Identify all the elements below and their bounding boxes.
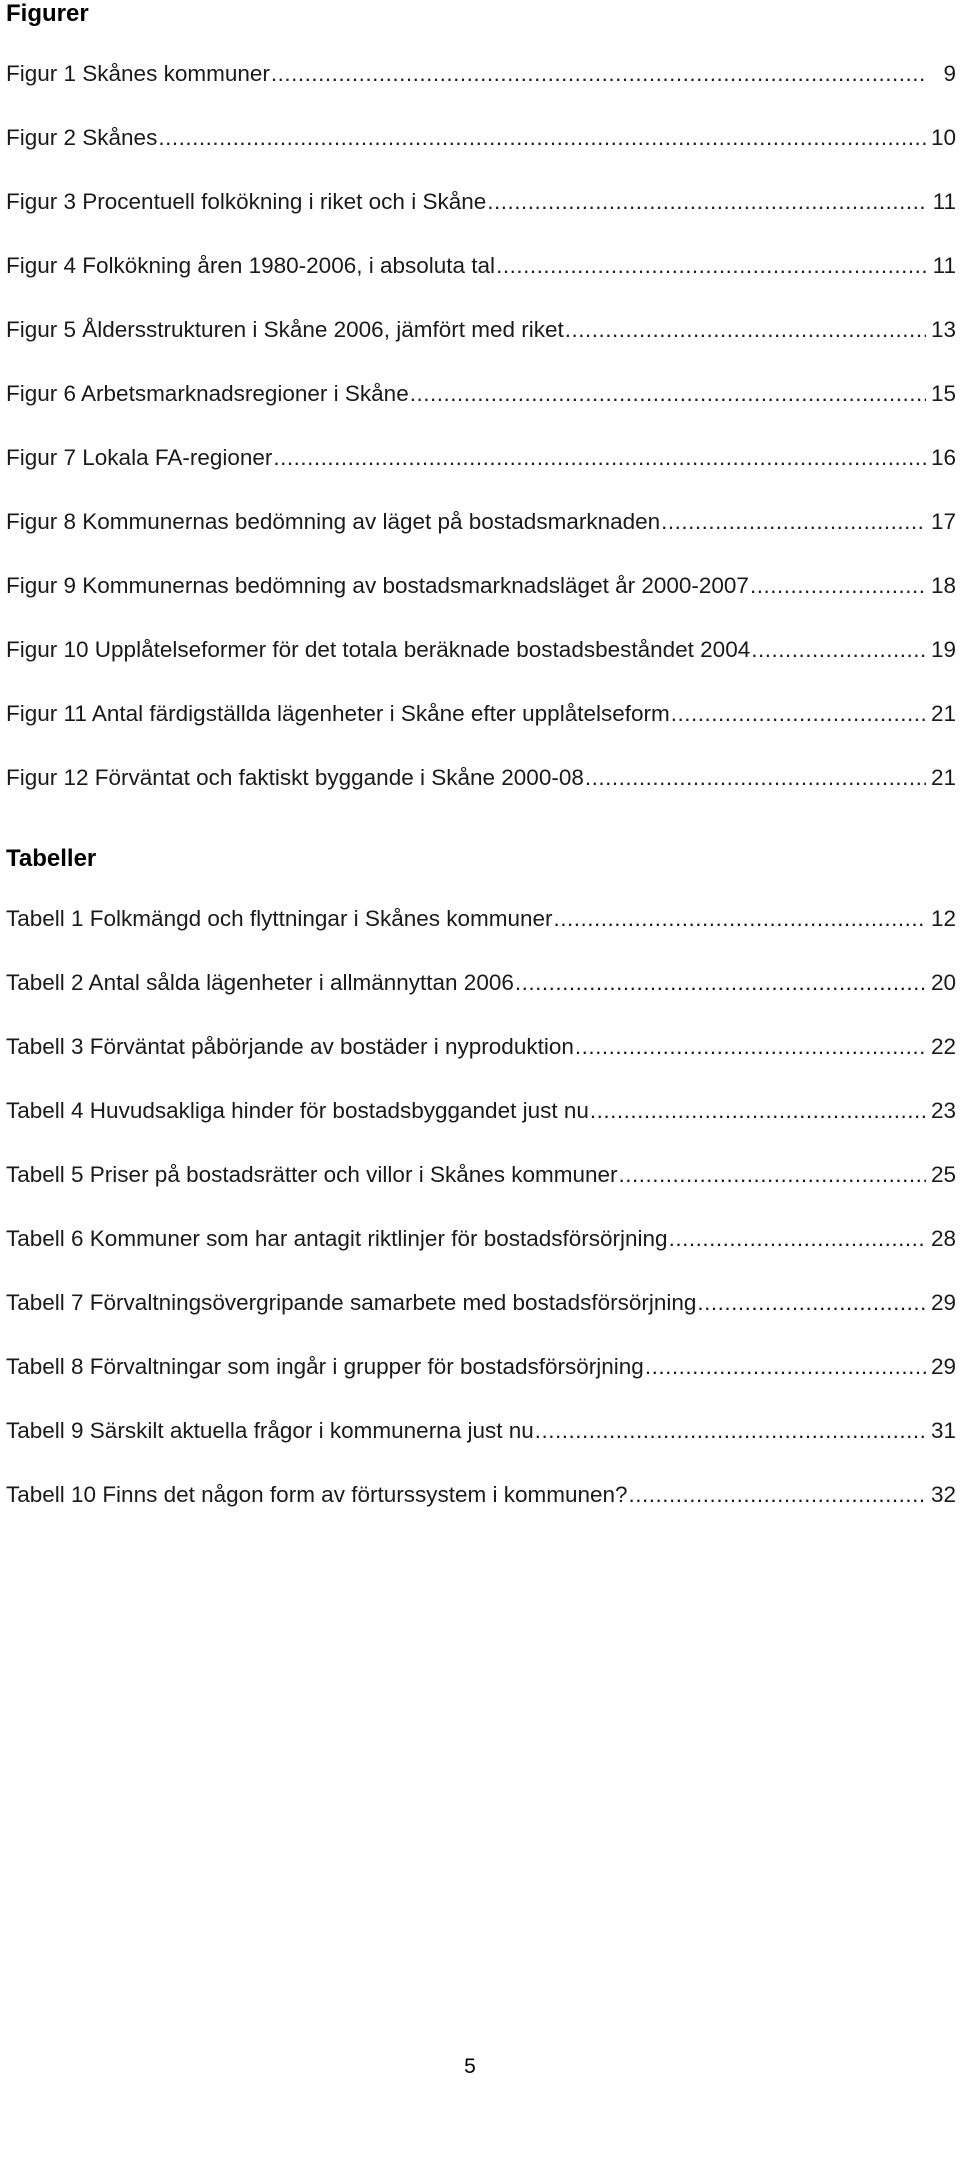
toc-entry-label: Tabell 8 Förvaltningar som ingår i grupper för bostadsförsörjning [6, 1354, 644, 1379]
toc-entry-label: Tabell 2 Antal sålda lägenheter i allmännyttan 2006 [6, 970, 514, 995]
toc-entry-figure-6[interactable] [6, 380, 956, 444]
toc-entry-label: Figur 2 Skånes [6, 125, 158, 150]
dot-leader [515, 969, 926, 997]
toc-entry-label: Figur 10 Upplåtelseformer för det totala beräknade bostadsbeståndet 2004 [6, 637, 751, 662]
figures-list [6, 60, 956, 828]
toc-entry-table-7[interactable] [6, 1289, 956, 1353]
toc-entry-label: Figur 4 Folkökning åren 1980-2006, i absoluta tal [6, 253, 496, 278]
toc-entry-page: 9 [943, 61, 956, 86]
toc-entry-figure-2[interactable] [6, 124, 956, 188]
dot-leader [629, 1481, 926, 1509]
toc-entry-page: 23 [930, 1098, 956, 1123]
dot-leader [271, 60, 926, 88]
toc-entry-page: 22 [930, 1034, 956, 1059]
toc-entry-page: 12 [930, 906, 956, 931]
toc-entry-table-2[interactable] [6, 969, 956, 1033]
toc-entry-table-9[interactable] [6, 1417, 956, 1481]
dot-leader [585, 764, 926, 792]
toc-entry-table-8[interactable] [6, 1353, 956, 1417]
toc-entry-label: Figur 3 Procentuell folkökning i riket och i Skåne [6, 189, 487, 214]
toc-entry-page: 21 [930, 765, 956, 790]
toc-entry-page: 17 [930, 509, 956, 534]
dot-leader [669, 1225, 926, 1253]
toc-entry-page: 29 [930, 1290, 956, 1315]
toc-entry-table-3[interactable] [6, 1033, 956, 1097]
toc-entry-figure-7[interactable] [6, 444, 956, 508]
toc-entry-figure-12[interactable] [6, 764, 956, 828]
dot-leader [554, 905, 926, 933]
toc-entry-label: Figur 12 Förväntat och faktiskt byggande i Skåne 2000-08 [6, 765, 584, 790]
dot-leader [590, 1097, 926, 1125]
toc-entry-label: Figur 6 Arbetsmarknadsregioner i Skåne [6, 381, 409, 406]
dot-leader [496, 252, 926, 280]
toc-entry-page: 31 [930, 1418, 956, 1443]
toc-entry-label: Figur 1 Skånes kommuner [6, 61, 270, 86]
toc-entry-page: 15 [930, 381, 956, 406]
toc-entry-label: Tabell 4 Huvudsakliga hinder för bostadsbyggandet just nu [6, 1098, 589, 1123]
toc-entry-figure-8[interactable] [6, 508, 956, 572]
toc-entry-table-4[interactable] [6, 1097, 956, 1161]
dot-leader [565, 316, 926, 344]
toc-entry-page: 19 [930, 637, 956, 662]
page-number: 5 [464, 2055, 476, 2078]
dot-leader [575, 1033, 926, 1061]
dot-leader [750, 572, 926, 600]
document-page [6, 0, 960, 2167]
toc-entry-label: Tabell 7 Förvaltningsövergripande samarbete med bostadsförsörjning [6, 1290, 697, 1315]
toc-entry-figure-10[interactable] [6, 636, 956, 700]
dot-leader [645, 1353, 926, 1381]
toc-entry-page: 10 [930, 125, 956, 150]
toc-entry-label: Tabell 6 Kommuner som har antagit riktlinjer för bostadsförsörjning [6, 1226, 668, 1251]
figures-heading: Figurer [6, 0, 89, 27]
toc-entry-label: Tabell 1 Folkmängd och flyttningar i Skånes kommuner [6, 906, 553, 931]
toc-entry-page: 11 [932, 253, 956, 278]
toc-entry-table-1[interactable] [6, 905, 956, 969]
toc-entry-figure-5[interactable] [6, 316, 956, 380]
toc-entry-table-5[interactable] [6, 1161, 956, 1225]
toc-entry-label: Tabell 10 Finns det någon form av förturssystem i kommunen? [6, 1482, 628, 1507]
tables-list [6, 905, 956, 1545]
toc-entry-table-10[interactable] [6, 1481, 956, 1545]
toc-entry-page: 20 [930, 970, 956, 995]
toc-entry-figure-9[interactable] [6, 572, 956, 636]
dot-leader [751, 636, 926, 664]
toc-entry-page: 13 [930, 317, 956, 342]
dot-leader [619, 1161, 926, 1189]
toc-entry-page: 28 [930, 1226, 956, 1251]
toc-entry-page: 18 [930, 573, 956, 598]
tables-heading: Tabeller [6, 845, 97, 872]
toc-entry-label: Figur 7 Lokala FA-regioner [6, 445, 273, 470]
toc-entry-page: 11 [932, 189, 956, 214]
dot-leader [410, 380, 926, 408]
dot-leader [661, 508, 926, 536]
dot-leader [697, 1289, 926, 1317]
dot-leader [671, 700, 926, 728]
toc-entry-label: Figur 8 Kommunernas bedömning av läget på bostadsmarknaden [6, 509, 661, 534]
toc-entry-figure-4[interactable] [6, 252, 956, 316]
toc-entry-label: Tabell 9 Särskilt aktuella frågor i kommunerna just nu [6, 1418, 534, 1443]
toc-entry-label: Figur 11 Antal färdigställda lägenheter i Skåne efter upplåtelseform [6, 701, 670, 726]
toc-entry-label: Tabell 5 Priser på bostadsrätter och villor i Skånes kommuner [6, 1162, 618, 1187]
toc-entry-page: 29 [930, 1354, 956, 1379]
toc-entry-label: Tabell 3 Förväntat påbörjande av bostäder i nyproduktion [6, 1034, 574, 1059]
dot-leader [273, 444, 926, 472]
dot-leader [535, 1417, 926, 1445]
toc-entry-figure-3[interactable] [6, 188, 956, 252]
toc-entry-label: Figur 9 Kommunernas bedömning av bostadsmarknadsläget år 2000-2007 [6, 573, 749, 598]
toc-entry-page: 16 [930, 445, 956, 470]
toc-entry-label: Figur 5 Åldersstrukturen i Skåne 2006, jämfört med riket [6, 317, 564, 342]
dot-leader [487, 188, 926, 216]
dot-leader [158, 124, 926, 152]
toc-entry-page: 32 [930, 1482, 956, 1507]
toc-entry-table-6[interactable] [6, 1225, 956, 1289]
toc-entry-figure-1[interactable] [6, 60, 956, 124]
toc-entry-page: 21 [930, 701, 956, 726]
toc-entry-page: 25 [930, 1162, 956, 1187]
toc-entry-figure-11[interactable] [6, 700, 956, 764]
